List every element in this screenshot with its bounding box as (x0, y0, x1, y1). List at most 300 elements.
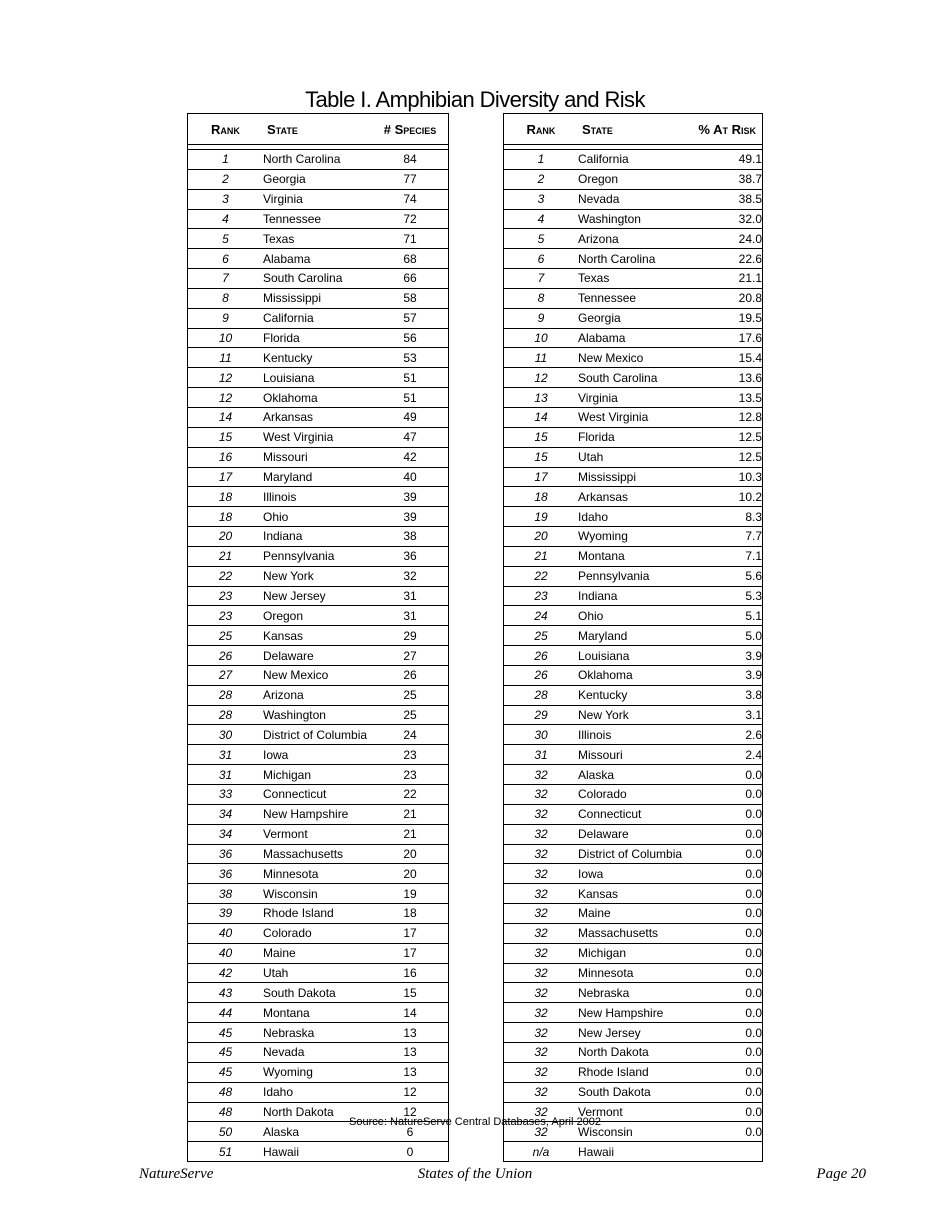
table-row (504, 923, 762, 943)
rank-cell: 29 (504, 705, 578, 725)
value-cell: 42 (372, 447, 448, 467)
state-cell: California (263, 308, 372, 328)
footer-title: States of the Union (417, 1166, 533, 1182)
value-cell: 12 (372, 1102, 448, 1122)
rank-cell: 20 (504, 527, 578, 547)
table-row (504, 1023, 762, 1043)
state-header: State (263, 114, 372, 145)
table-row (188, 566, 448, 586)
table-row (188, 923, 448, 943)
state-cell: Ohio (578, 606, 687, 626)
state-cell: New Hampshire (263, 804, 372, 824)
value-cell: 24.0 (687, 229, 762, 249)
rank-cell: 14 (188, 407, 263, 427)
rank-header: Rank (188, 114, 263, 145)
rank-cell: 25 (188, 626, 263, 646)
table-row (504, 1042, 762, 1062)
table-row (188, 884, 448, 904)
table-row (504, 368, 762, 388)
table-row (504, 705, 762, 725)
value-cell: 72 (372, 209, 448, 229)
value-cell: 15 (372, 983, 448, 1003)
rank-cell: 39 (188, 904, 263, 924)
value-cell: 36 (372, 546, 448, 566)
table-row (504, 507, 762, 527)
rank-cell: 5 (504, 229, 578, 249)
rank-cell: 4 (188, 209, 263, 229)
rank-cell: 26 (188, 646, 263, 666)
rank-cell: 30 (188, 725, 263, 745)
value-cell: 24 (372, 725, 448, 745)
rank-cell: 28 (188, 705, 263, 725)
rank-cell: 26 (504, 646, 578, 666)
state-cell: Florida (263, 328, 372, 348)
rank-cell: 32 (504, 1122, 578, 1142)
state-cell: Delaware (578, 824, 687, 844)
rank-cell: 7 (504, 269, 578, 289)
rank-cell: 18 (504, 487, 578, 507)
state-cell: Vermont (263, 824, 372, 844)
value-cell: 20 (372, 844, 448, 864)
state-cell: Mississippi (578, 467, 687, 487)
state-cell: Alabama (578, 328, 687, 348)
rank-cell: 48 (188, 1102, 263, 1122)
table-row (188, 1023, 448, 1043)
rank-cell: 32 (504, 1003, 578, 1023)
rank-cell: 36 (188, 864, 263, 884)
state-cell: Tennessee (578, 288, 687, 308)
table-row (504, 983, 762, 1003)
table-row (504, 308, 762, 328)
rank-cell: 31 (188, 765, 263, 785)
value-cell: 12.8 (687, 407, 762, 427)
rank-cell: 15 (504, 427, 578, 447)
value-cell: 0.0 (687, 1003, 762, 1023)
state-cell: Oklahoma (263, 388, 372, 408)
state-header: State (578, 114, 687, 145)
rank-header: Rank (504, 114, 578, 145)
table-row (188, 685, 448, 705)
rank-cell: 6 (188, 249, 263, 269)
rank-cell: 4 (504, 209, 578, 229)
state-cell: Kansas (263, 626, 372, 646)
table-title: Table I. Amphibian Diversity and Risk (305, 87, 645, 112)
value-cell: 74 (372, 189, 448, 209)
rank-cell: 19 (504, 507, 578, 527)
value-cell: 0.0 (687, 785, 762, 805)
value-cell: 10.2 (687, 487, 762, 507)
state-cell: Missouri (578, 745, 687, 765)
table-row (188, 308, 448, 328)
value-cell: 5.1 (687, 606, 762, 626)
table-row (504, 586, 762, 606)
state-cell: Missouri (263, 447, 372, 467)
value-cell: 51 (372, 368, 448, 388)
table-row (188, 1062, 448, 1082)
table-row (504, 566, 762, 586)
value-cell: 12.5 (687, 447, 762, 467)
state-cell: Iowa (263, 745, 372, 765)
state-cell: Montana (578, 546, 687, 566)
rank-cell: 2 (504, 169, 578, 189)
state-cell: Oklahoma (578, 665, 687, 685)
state-cell: Utah (578, 447, 687, 467)
at-risk-table-body (504, 150, 762, 1162)
table-row (504, 229, 762, 249)
table-row (188, 209, 448, 229)
table-row (188, 269, 448, 289)
table-row (188, 527, 448, 547)
rank-cell: 32 (504, 844, 578, 864)
value-cell: 21 (372, 824, 448, 844)
rank-cell: 27 (188, 665, 263, 685)
table-row (504, 785, 762, 805)
state-cell: Rhode Island (263, 904, 372, 924)
rank-cell: 8 (188, 288, 263, 308)
table-row (504, 546, 762, 566)
rank-cell: 44 (188, 1003, 263, 1023)
state-cell: West Virginia (578, 407, 687, 427)
value-cell: 0.0 (687, 1102, 762, 1122)
state-cell: South Carolina (578, 368, 687, 388)
value-cell: 53 (372, 348, 448, 368)
table-row (188, 626, 448, 646)
table-row (188, 646, 448, 666)
rank-cell: 32 (504, 1042, 578, 1062)
table-row (188, 229, 448, 249)
rank-cell: n/a (532, 1144, 550, 1159)
table-row (504, 606, 762, 626)
value-cell: 0.0 (687, 824, 762, 844)
value-cell: 0.0 (687, 1023, 762, 1043)
table-row (504, 269, 762, 289)
state-cell: Wisconsin (578, 1122, 687, 1142)
value-cell: 19 (372, 884, 448, 904)
rank-cell: 32 (504, 1023, 578, 1043)
value-cell: 3.1 (687, 705, 762, 725)
table-row (504, 328, 762, 348)
state-cell: North Carolina (578, 249, 687, 269)
rank-cell: 33 (188, 785, 263, 805)
table-row (188, 745, 448, 765)
state-cell: Nebraska (578, 983, 687, 1003)
table-row (504, 1003, 762, 1023)
table-row (504, 745, 762, 765)
state-cell: Kansas (578, 884, 687, 904)
table-row (504, 189, 762, 209)
state-cell: Delaware (263, 646, 372, 666)
rank-cell: 24 (504, 606, 578, 626)
state-cell: Maine (578, 904, 687, 924)
value-cell: 51 (372, 388, 448, 408)
table-row (504, 725, 762, 745)
rank-cell: 11 (504, 348, 578, 368)
rank-cell: 21 (504, 546, 578, 566)
value-cell: 0.0 (687, 923, 762, 943)
table-row (504, 487, 762, 507)
value-cell: 0.0 (687, 963, 762, 983)
rank-cell: 32 (504, 963, 578, 983)
rank-cell: 32 (504, 923, 578, 943)
value-cell: 71 (372, 229, 448, 249)
table-row (188, 328, 448, 348)
rank-cell: 23 (188, 586, 263, 606)
value-cell: 16 (372, 963, 448, 983)
value-cell: 0.0 (687, 983, 762, 1003)
state-cell: Connecticut (263, 785, 372, 805)
state-cell: Illinois (263, 487, 372, 507)
value-cell: 38 (372, 527, 448, 547)
value-cell: 0.0 (687, 884, 762, 904)
table-row (504, 527, 762, 547)
value-cell: 17.6 (687, 328, 762, 348)
species-header: # Species (372, 114, 448, 145)
rank-cell: 32 (504, 983, 578, 1003)
value-cell: 23 (372, 765, 448, 785)
value-cell: 13 (372, 1023, 448, 1043)
rank-cell: 34 (188, 804, 263, 824)
rank-cell: 3 (504, 189, 578, 209)
state-cell: Maryland (578, 626, 687, 646)
state-cell: South Dakota (578, 1082, 687, 1102)
table-row (504, 1082, 762, 1102)
state-cell: Colorado (578, 785, 687, 805)
value-cell: 0.0 (687, 804, 762, 824)
state-cell: Oregon (578, 169, 687, 189)
species-count-table (187, 113, 449, 1162)
table-row (504, 1062, 762, 1082)
value-cell: 15.4 (687, 348, 762, 368)
table-row (188, 904, 448, 924)
rank-cell: 23 (188, 606, 263, 626)
value-cell: 31 (372, 606, 448, 626)
state-cell: Kentucky (263, 348, 372, 368)
rank-cell: 51 (218, 1144, 233, 1159)
table-row (504, 467, 762, 487)
rank-cell: 5 (188, 229, 263, 249)
state-cell: Kentucky (578, 685, 687, 705)
value-cell: 25 (372, 705, 448, 725)
value-cell: 56 (372, 328, 448, 348)
table-row (188, 725, 448, 745)
state-cell: Rhode Island (578, 1062, 687, 1082)
value-cell: 6 (372, 1122, 448, 1142)
value-cell: 29 (372, 626, 448, 646)
rank-cell: 40 (188, 943, 263, 963)
table-row (188, 447, 448, 467)
value-cell: 13.6 (687, 368, 762, 388)
value-cell: 25 (372, 685, 448, 705)
value-cell: 10.3 (687, 467, 762, 487)
table-row (188, 824, 448, 844)
value-cell: 7.7 (687, 527, 762, 547)
species-table-body (188, 150, 448, 1162)
table-row (504, 646, 762, 666)
state-cell: New Jersey (263, 586, 372, 606)
footer-publisher: NatureServe (139, 1166, 214, 1182)
value-cell: 5.0 (687, 626, 762, 646)
state-cell: West Virginia (263, 427, 372, 447)
rank-cell: 22 (188, 566, 263, 586)
state-cell: Alaska (578, 765, 687, 785)
rank-cell: 15 (504, 447, 578, 467)
value-cell: 0.0 (687, 1062, 762, 1082)
rank-cell: 32 (504, 804, 578, 824)
value-cell: 13 (372, 1062, 448, 1082)
table-row (188, 1003, 448, 1023)
table-header-row (504, 114, 762, 145)
state-cell: Utah (263, 963, 372, 983)
value-cell: 2.6 (687, 725, 762, 745)
value-cell: 49.1 (687, 150, 762, 170)
rank-cell: 1 (188, 150, 263, 170)
rank-cell: 32 (504, 1082, 578, 1102)
state-cell: California (578, 150, 687, 170)
rank-cell: 23 (504, 586, 578, 606)
state-cell: Pennsylvania (263, 546, 372, 566)
state-cell: Arkansas (263, 407, 372, 427)
state-cell: North Carolina (263, 150, 372, 170)
state-cell: Colorado (263, 923, 372, 943)
table-row (188, 785, 448, 805)
table-row (504, 824, 762, 844)
state-cell: Louisiana (263, 368, 372, 388)
value-cell: 20.8 (687, 288, 762, 308)
state-cell: Illinois (578, 725, 687, 745)
table-row (504, 427, 762, 447)
table-row (188, 983, 448, 1003)
state-cell: Massachusetts (263, 844, 372, 864)
table-row (188, 169, 448, 189)
state-cell: Michigan (263, 765, 372, 785)
rank-cell: 12 (188, 368, 263, 388)
state-cell: Idaho (578, 507, 687, 527)
rank-cell: 38 (188, 884, 263, 904)
table-row (504, 884, 762, 904)
state-cell: New Mexico (263, 665, 372, 685)
table-row (188, 606, 448, 626)
state-cell: Michigan (578, 943, 687, 963)
value-cell: 5.3 (687, 586, 762, 606)
value-cell: 27 (372, 646, 448, 666)
value-cell: 22.6 (687, 249, 762, 269)
state-cell: Arizona (263, 685, 372, 705)
state-cell: Indiana (578, 586, 687, 606)
rank-cell: 40 (188, 923, 263, 943)
rank-cell: 36 (188, 844, 263, 864)
table-row (504, 1142, 762, 1161)
rank-cell: 32 (504, 824, 578, 844)
value-cell: 40 (372, 467, 448, 487)
rank-cell: 22 (504, 566, 578, 586)
state-cell: Minnesota (578, 963, 687, 983)
rank-cell: 32 (504, 884, 578, 904)
state-cell: Louisiana (578, 646, 687, 666)
rank-cell: 13 (504, 388, 578, 408)
state-cell: Virginia (263, 189, 372, 209)
state-cell: Pennsylvania (578, 566, 687, 586)
table-row (188, 1042, 448, 1062)
table-row (188, 1142, 448, 1161)
rank-cell: 28 (188, 685, 263, 705)
value-cell: 21.1 (687, 269, 762, 289)
state-cell: Virginia (578, 388, 687, 408)
rank-cell: 3 (188, 189, 263, 209)
table-row (504, 665, 762, 685)
table-row (188, 467, 448, 487)
table-row (504, 904, 762, 924)
state-cell: Idaho (263, 1082, 372, 1102)
table-row (504, 447, 762, 467)
table-row (504, 388, 762, 408)
value-cell: 66 (372, 269, 448, 289)
table-row (188, 546, 448, 566)
table-row (188, 665, 448, 685)
value-cell: 17 (372, 943, 448, 963)
rank-cell: 32 (504, 943, 578, 963)
value-cell: 39 (372, 507, 448, 527)
table-row (188, 348, 448, 368)
value-cell: 17 (372, 923, 448, 943)
value-cell: 84 (372, 150, 448, 170)
rank-cell: 12 (188, 388, 263, 408)
table-row (188, 189, 448, 209)
state-cell: District of Columbia (578, 844, 687, 864)
value-cell: 13.5 (687, 388, 762, 408)
table-row (188, 804, 448, 824)
state-cell: District of Columbia (263, 725, 372, 745)
table-row (188, 388, 448, 408)
state-cell: South Dakota (263, 983, 372, 1003)
table-row (188, 705, 448, 725)
rank-cell: 45 (188, 1042, 263, 1062)
table-row (188, 943, 448, 963)
rank-cell: 16 (188, 447, 263, 467)
state-cell: Oregon (263, 606, 372, 626)
state-cell: Indiana (263, 527, 372, 547)
table-row (504, 348, 762, 368)
footer-page-number: Page 20 (816, 1166, 866, 1182)
rank-cell: 14 (504, 407, 578, 427)
table-row (188, 249, 448, 269)
value-cell: 0.0 (687, 844, 762, 864)
state-cell: Hawaii (578, 1144, 615, 1159)
state-cell: Alaska (263, 1122, 372, 1142)
table-row (504, 209, 762, 229)
state-cell: Georgia (263, 169, 372, 189)
table-row (504, 963, 762, 983)
value-cell: 22 (372, 785, 448, 805)
rank-cell: 2 (188, 169, 263, 189)
value-cell: 18 (372, 904, 448, 924)
rank-cell: 17 (504, 467, 578, 487)
state-cell: Minnesota (263, 864, 372, 884)
state-cell: Nevada (578, 189, 687, 209)
state-cell: North Dakota (263, 1102, 372, 1122)
state-cell: New York (578, 705, 687, 725)
rank-cell: 6 (504, 249, 578, 269)
state-cell: Arizona (578, 229, 687, 249)
value-cell: 0.0 (687, 1122, 762, 1142)
state-cell: New Mexico (578, 348, 687, 368)
value-cell: 20 (372, 864, 448, 884)
rank-cell: 18 (188, 507, 263, 527)
state-cell: Montana (263, 1003, 372, 1023)
value-cell: 12.5 (687, 427, 762, 447)
rank-cell: 45 (188, 1062, 263, 1082)
rank-cell: 45 (188, 1023, 263, 1043)
state-cell: Maryland (263, 467, 372, 487)
